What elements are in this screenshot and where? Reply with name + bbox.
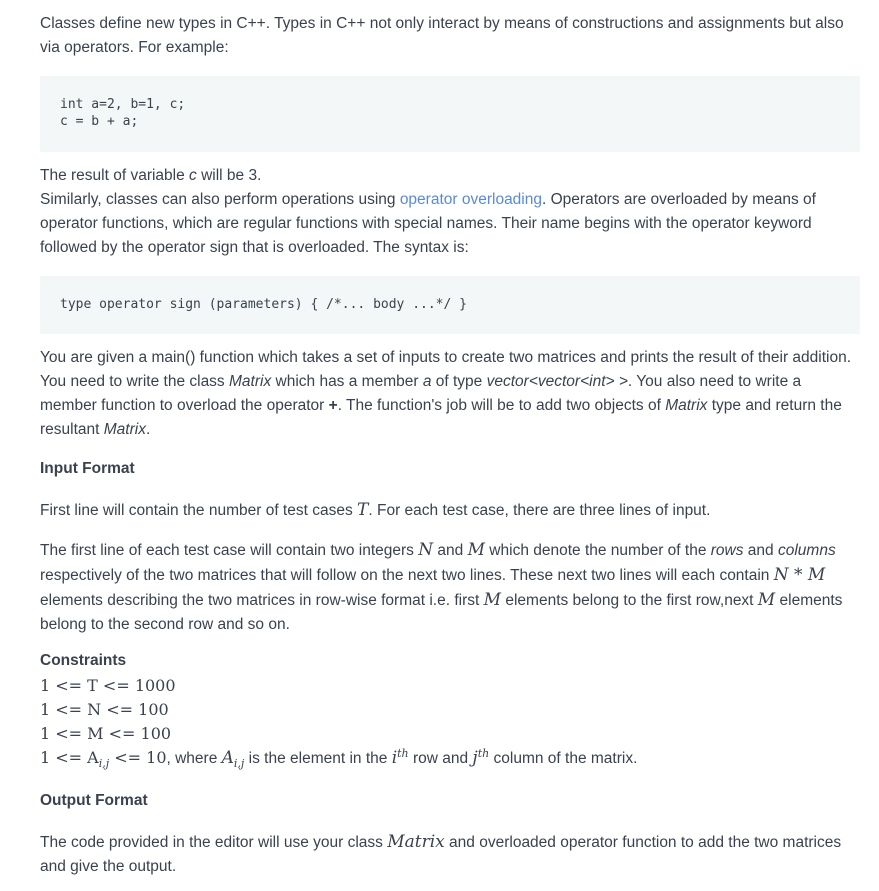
variable-c: c xyxy=(189,167,197,184)
input-format-paragraph-2: The first line of each test case will contain two integers N and M which denote the number of the rows and columns respectively of the two matrices that will follow on the next two lines. These next two lines will each contain N * M elements describing the two matrices in row-wise format i.e. first M elements belong to the first row,next M elements belong to the second row and so on. xyxy=(40,540,843,633)
constraints-list xyxy=(40,674,860,771)
input-format-heading: Input Format xyxy=(40,460,135,477)
operator-overloading-link[interactable]: operator overloading xyxy=(399,191,542,208)
syntax-line: type operator sign (parameters) { /*... body ...*/ } xyxy=(60,297,467,312)
constraint-m: 1 <= M <= 100 xyxy=(40,724,172,743)
output-format-paragraph: The code provided in the editor will use your class Matrix and overloaded operator function to add the two matrices and give the output. xyxy=(40,832,842,875)
task-paragraph: You are given a main() function which takes a set of inputs to create two matrices and prints the result of their addition. You need to write the class Matrix which has a member a of type vector<vector<int> >. You also need to write a member function to overload the operator +. The function's job will be to add two objects of Matrix type and return the resultant Matrix. xyxy=(40,349,852,438)
code-line-1: int a=2, b=1, c; xyxy=(60,97,186,112)
overloading-paragraph: Similarly, classes can also perform operations using operator overloading. Operators are overloaded by means of operator functions, which are regular functions with special names. Their name begins with the operator keyword followed by the operator sign that is overloaded. The syntax is: xyxy=(40,191,816,256)
code-line-2: c = b + a; xyxy=(60,114,139,129)
constraint-a: $1 <= A_{i,j} <= 10$, where $A_{i,j}$ is the element in the $i^{th}$ row and $j^{th}$ column of the matrix. xyxy=(40,746,638,771)
result-section xyxy=(40,164,860,260)
syntax-code-block xyxy=(40,276,860,334)
constraint-t: 1 <= T <= 1000 xyxy=(40,676,176,695)
result-paragraph: The result of variable c will be 3. xyxy=(40,167,262,184)
intro-paragraph: Classes define new types in C++. Types in C++ not only interact by means of constructions and assignments but also via operators. For example: xyxy=(40,15,844,56)
code-example-block xyxy=(40,76,860,152)
output-format-heading: Output Format xyxy=(40,792,148,809)
constraint-n: 1 <= N <= 100 xyxy=(40,700,169,719)
input-format-paragraph-1: First line will contain the number of test cases T. For each test case, there are three lines of input. xyxy=(40,500,711,520)
constraints-heading: Constraints xyxy=(40,652,127,669)
